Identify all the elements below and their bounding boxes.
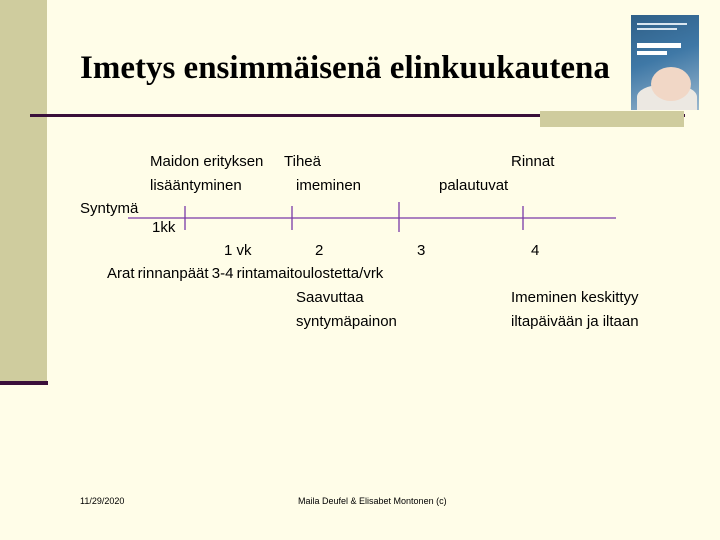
label-imeminen-line2: iltapäivään ja iltaan [511, 313, 639, 330]
slide-date: 11/29/2020 [80, 496, 125, 506]
label-maidon-line2: lisääntyminen [150, 177, 242, 194]
label-imeminen-line1: Imeminen keskittyy [511, 289, 639, 306]
tick-label-2: 2 [315, 242, 324, 259]
label-rinnat-line1: Rinnat [511, 153, 555, 170]
slide-title: Imetys ensimmäisenä elinkuukautena [80, 50, 610, 86]
label-tihea-line2: imeminen [296, 177, 362, 194]
slide-footer: Maila Deufel & Elisabet Montonen (c) [298, 496, 447, 506]
timeline-start-label: Syntymä [80, 200, 139, 217]
label-maidon-line1: Maidon erityksen [150, 153, 264, 170]
label-arat-line: Arat rinnanpäät 3-4 rintamaitoulostetta/vrk [107, 265, 384, 282]
tick-label-0: 1kk [152, 219, 176, 236]
tick-label-4: 4 [531, 242, 540, 259]
label-rinnat-line2: palautuvat [439, 177, 509, 194]
label-tihea-line1: Tiheä [284, 153, 321, 170]
label-saavuttaa-line1: Saavuttaa [296, 289, 364, 306]
tick-label-3: 3 [417, 242, 426, 259]
tick-label-1: 1 vk [224, 242, 252, 259]
label-saavuttaa-line2: syntymäpainon [296, 313, 397, 330]
